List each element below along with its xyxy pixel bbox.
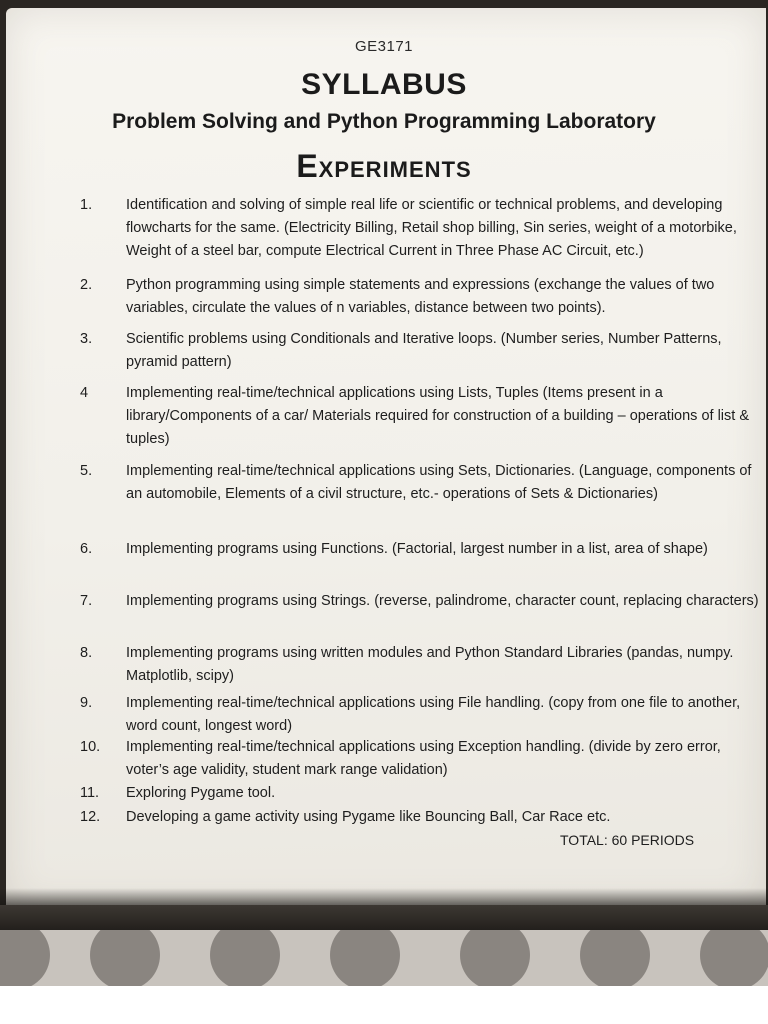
image-bottom-margin [0, 986, 768, 1024]
section-heading: Experiments [296, 148, 472, 184]
item-number: 4 [80, 385, 89, 401]
item-number: 8. [80, 645, 93, 661]
item-number: 6. [80, 541, 93, 557]
item-number: 11. [80, 785, 100, 801]
item-text: Implementing real-time/technical applications using Exception handling. (divide by zero error, voter’s age validity, student mark range validation) [126, 739, 721, 778]
item-text: Implementing real-time/technical applications using File handling. (copy from one file to another, word count, longest word) [126, 695, 741, 734]
item-text: Python programming using simple statements and expressions (exchange the values of two variables, circulate the values of n variables, distance between two points). [126, 277, 715, 316]
item-number: 12. [80, 809, 101, 825]
item-text: Implementing programs using Strings. (reverse, palindrome, character count, replacing characters) [126, 593, 759, 609]
item-number: 7. [80, 593, 93, 609]
total-periods: TOTAL: 60 PERIODS [560, 832, 695, 848]
item-number: 9. [80, 695, 93, 711]
item-text: Identification and solving of simple real life or scientific or technical problems, and developing flowcharts for the same. (Electricity Billing, Retail shop billing, Sin series, weight of a motorbike, Weight of a steel bar, compute Electrical Current in Three Phase AC Circuit, etc.) [126, 197, 737, 259]
item-text: Implementing real-time/technical applications using Lists, Tuples (Items present in a library/Components of a car/ Materials required for construction of a building – operations of list & tuples) [126, 385, 750, 447]
item-text: Developing a game activity using Pygame like Bouncing Ball, Car Race etc. [126, 809, 611, 825]
item-text: Implementing programs using written modules and Python Standard Libraries (pandas, numpy. Matplotlib, scipy) [126, 645, 734, 684]
item-number: 10. [80, 739, 101, 755]
page-title: SYLLABUS [301, 68, 467, 101]
item-text: Implementing real-time/technical applications using Sets, Dictionaries. (Language, components of an automobile, Elements of a civil structure, etc.- operations of Sets & Dictionaries) [126, 463, 752, 502]
item-text: Scientific problems using Conditionals and Iterative loops. (Number series, Number Patterns, pyramid pattern) [126, 331, 722, 370]
item-text: Exploring Pygame tool. [126, 785, 276, 801]
tablecloth-pattern [0, 930, 768, 986]
item-number: 5. [80, 463, 93, 479]
page-subtitle: Problem Solving and Python Programming Laboratory [112, 110, 656, 133]
item-number: 3. [80, 331, 93, 347]
item-text: Implementing programs using Functions. (Factorial, largest number in a list, area of shape) [126, 541, 708, 557]
item-number: 2. [80, 277, 93, 293]
item-number: 1. [80, 197, 93, 213]
course-code: GE3171 [354, 38, 414, 55]
